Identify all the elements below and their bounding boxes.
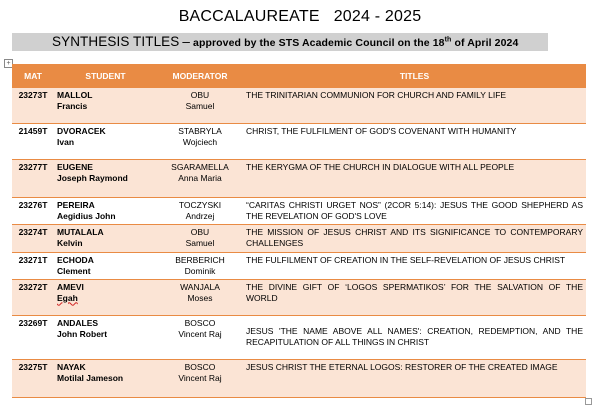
moderator-first-name: Vincent Raj: [178, 328, 222, 339]
student-cell: [54, 159, 157, 197]
table-row: [12, 224, 586, 252]
table-row: [12, 359, 586, 397]
subtitle-dash: –: [182, 34, 190, 49]
table-row: [12, 123, 586, 159]
student-last-name: ANDALES: [57, 317, 99, 328]
title-cell: THE KERYGMA OF THE CHURCH IN DIALOGUE WITH ALL PEOPLE: [243, 159, 586, 197]
student-last-name: MUTALALA: [57, 226, 104, 237]
student-cell: [54, 279, 157, 315]
column-header-moderator: MODERATOR: [157, 64, 243, 88]
subtitle-ordinal: th: [444, 36, 452, 44]
table-resize-handle-icon[interactable]: [585, 398, 592, 405]
student-first-name: Kelvin: [57, 237, 83, 248]
title-cell: THE MISSION OF JESUS CHRIST AND ITS SIGNIFICANCE TO CONTEMPORARY CHALLENGES: [243, 224, 586, 252]
moderator-cell: [157, 88, 243, 123]
title-cell: THE DIVINE GIFT OF ‘LOGOS SPERMATIKOS’ FOR THE SALVATION OF THE WORLD: [243, 279, 586, 315]
mat-cell: 23272T: [12, 279, 54, 315]
student-first-name: Clement: [57, 265, 91, 276]
subtitle-approval: [193, 37, 518, 49]
student-cell: [54, 315, 157, 359]
page-title-program: BACCALAUREATE: [178, 8, 320, 25]
moderator-first-name: Samuel: [185, 237, 215, 248]
title-cell: THE TRINITARIAN COMMUNION FOR CHURCH AND FAMILY LIFE: [243, 88, 586, 123]
table-row: [12, 197, 586, 224]
student-cell: [54, 123, 157, 159]
student-first-name: Egah: [57, 292, 78, 303]
student-cell: [54, 252, 157, 279]
moderator-first-name: Anna Maria: [178, 172, 222, 183]
table-row: [12, 315, 586, 359]
moderator-cell: [157, 315, 243, 359]
mat-cell: 23277T: [12, 159, 54, 197]
title-cell: THE FULFILMENT OF CREATION IN THE SELF-REVELATION OF JESUS CHRIST: [246, 254, 566, 265]
moderator-last-name: BOSCO: [184, 361, 216, 372]
column-header-mat: MAT: [12, 64, 54, 88]
subtitle-approval-end: of April 2024: [454, 37, 519, 49]
moderator-first-name: Dominik: [184, 265, 216, 276]
table-row: [12, 159, 586, 197]
page-title: [0, 8, 600, 26]
student-first-name: Aegidius John: [57, 210, 116, 221]
moderator-last-name: STABRYLA: [178, 125, 222, 136]
subtitle-bar: [12, 33, 548, 51]
student-cell: [54, 224, 157, 252]
title-cell: “CARITAS CHRISTI URGET NOS” (2COR 5:14): JESUS THE GOOD SHEPHERD AS THE REVELATION OF GOD'S LOVE: [246, 199, 583, 221]
moderator-cell: [157, 123, 243, 159]
mat-cell: 23274T: [12, 224, 54, 252]
mat-cell: 23275T: [12, 359, 54, 397]
mat-cell: 23273T: [12, 88, 54, 123]
mat-cell: 21459T: [18, 125, 48, 136]
table-row: [12, 279, 586, 315]
mat-cell: 23269T: [18, 317, 48, 328]
moderator-last-name: TOCZYSKI: [178, 199, 222, 210]
title-cell: CHRIST, THE FULFILMENT OF GOD'S COVENANT WITH HUMANITY: [246, 125, 517, 136]
student-cell: [54, 359, 157, 397]
student-last-name: AMEVI: [57, 281, 84, 292]
column-header-student: STUDENT: [54, 64, 157, 88]
moderator-first-name: Andrzej: [185, 210, 215, 221]
table-row: [12, 88, 586, 123]
subtitle-heading: SYNTHESIS TITLES: [52, 34, 180, 49]
mat-cell: 23271T: [18, 254, 48, 265]
moderator-first-name: Samuel: [185, 101, 215, 111]
moderator-cell: [157, 159, 243, 197]
student-cell: [54, 88, 157, 123]
student-last-name: MALLOL: [57, 90, 93, 100]
moderator-first-name: Wojciech: [182, 136, 218, 147]
moderator-cell: [157, 224, 243, 252]
moderator-last-name: BOSCO: [184, 317, 216, 328]
subtitle-approval-text: approved by the STS Academic Council on the 18: [193, 37, 445, 49]
student-last-name: PEREIRA: [57, 199, 95, 210]
table-header-row: [12, 64, 586, 88]
title-cell: JESUS 'THE NAME ABOVE ALL NAMES': CREATION, REDEMPTION, AND THE RECAPITULATION OF ALL THINGS IN CHRIST: [246, 326, 583, 347]
student-last-name: NAYAK: [57, 361, 86, 372]
moderator-cell: [157, 359, 243, 397]
moderator-last-name: OBU: [190, 226, 210, 237]
student-first-name: Joseph Raymond: [57, 172, 128, 183]
moderator-last-name: OBU: [190, 90, 210, 100]
student-first-name: Francis: [57, 101, 88, 111]
mat-cell: 23276T: [18, 199, 48, 210]
moderator-last-name: BERBERICH: [175, 254, 225, 265]
student-first-name: Ivan: [57, 136, 75, 147]
synthesis-titles-table: [12, 64, 586, 398]
moderator-first-name: Moses: [187, 292, 213, 303]
page-title-year: 2024 - 2025: [333, 8, 422, 25]
student-last-name: DVORACEK: [57, 125, 106, 136]
subtitle-line: [52, 34, 518, 49]
title-cell: JESUS CHRIST THE ETERNAL LOGOS: RESTORER OF THE CREATED IMAGE: [243, 359, 586, 397]
column-header-titles: TITLES: [243, 64, 586, 88]
student-cell: [54, 197, 157, 224]
moderator-cell: [157, 252, 243, 279]
moderator-last-name: SGARAMELLA: [171, 161, 229, 172]
student-first-name: John Robert: [57, 328, 108, 339]
table-row: [12, 252, 586, 279]
student-first-name: Motilal Jameson: [57, 372, 124, 383]
table-move-handle-glyph: +: [6, 60, 11, 67]
student-last-name: EUGENE: [57, 161, 93, 172]
moderator-first-name: Vincent Raj: [178, 372, 222, 383]
moderator-cell: [157, 279, 243, 315]
student-last-name: ECHODA: [57, 254, 94, 265]
moderator-cell: [157, 197, 243, 224]
moderator-last-name: WANJALA: [180, 281, 220, 292]
